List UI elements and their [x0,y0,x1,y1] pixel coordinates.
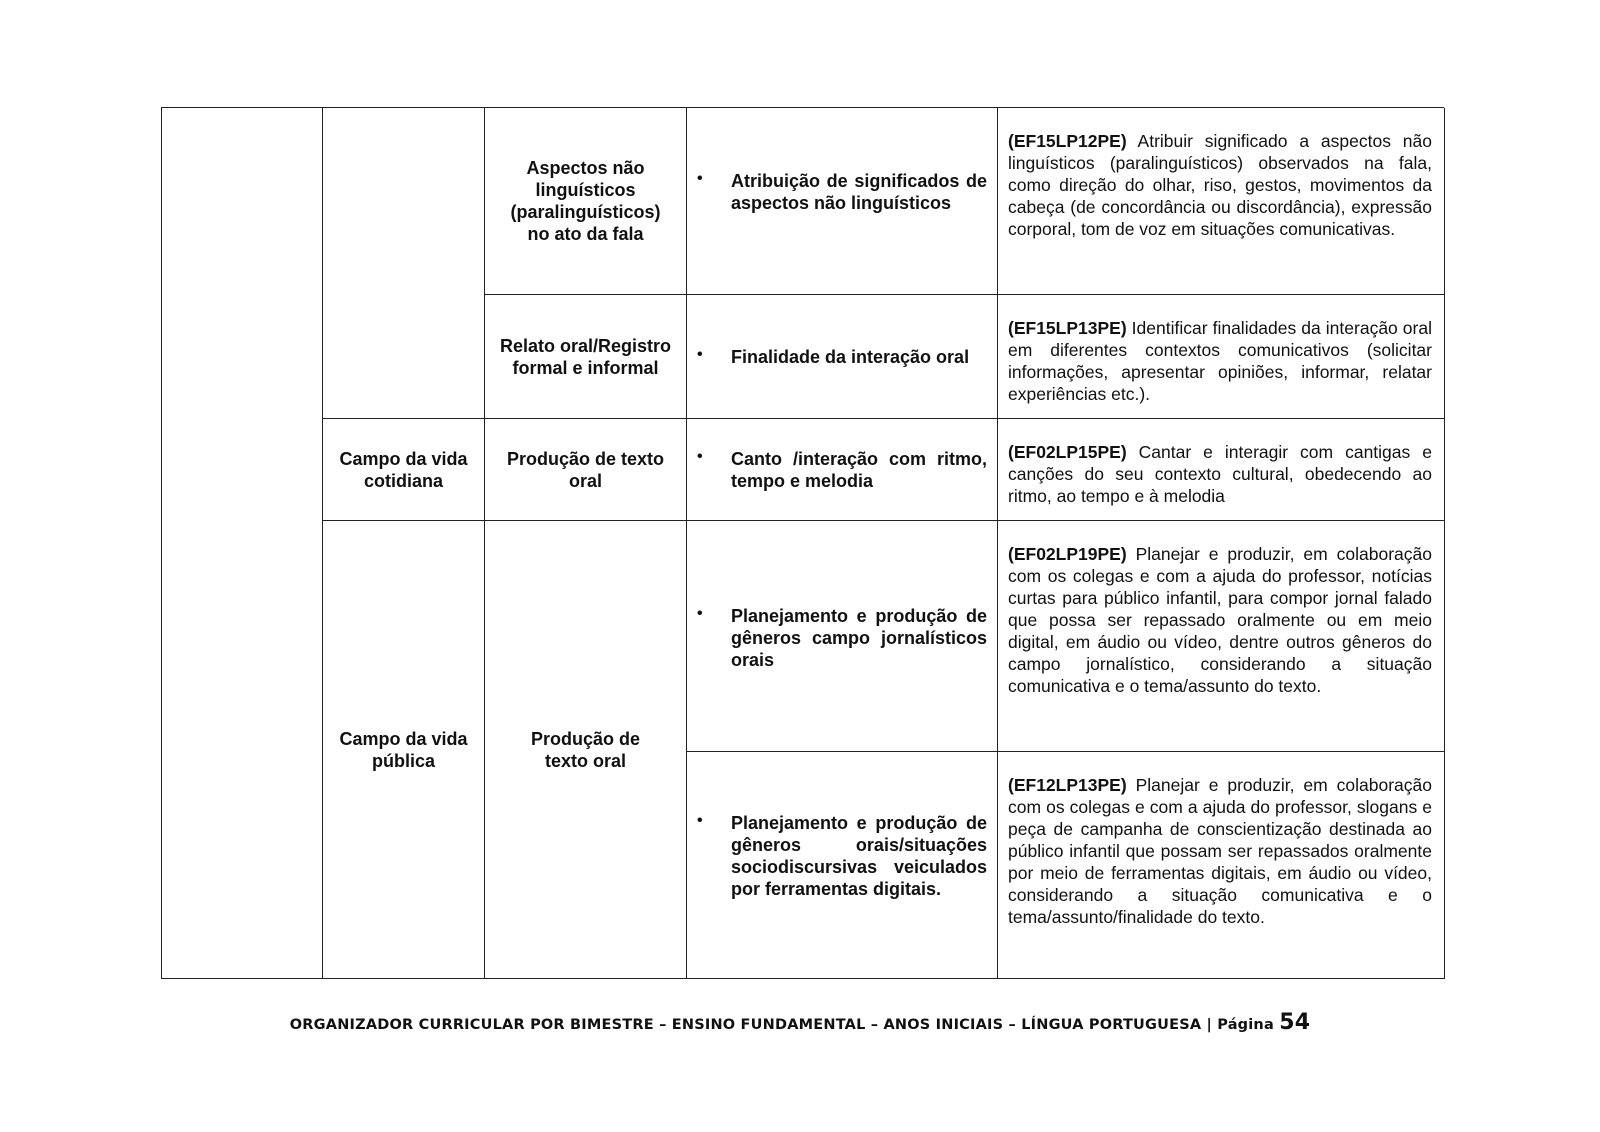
habilidade-code: (EF15LP12PE) [1008,131,1127,151]
conteudo-text: Atribuição de significados de aspectos não linguísticos [731,171,987,213]
habilidade-text: Identificar finalidades da interação oral em diferentes contextos comunicativos (solicitar informações, apresentar opiniões, informar, relatar experiências etc.). [1008,318,1432,404]
habilidade-text: Cantar e interagir com cantigas e canções do seu contexto cultural, obedecendo ao ritmo, ao tempo e à melodia [1008,442,1432,506]
bimestre-cell [162,108,323,979]
habilidade-cell [998,752,1445,979]
habilidade-code: (EF02LP15PE) [1008,442,1127,462]
conteudo-cell [687,521,998,752]
habilidade-text: Planejar e produzir, em colaboração com os colegas e com a ajuda do professor, notícias curtas para público infantil, para compor jornal falado que possa ser repassado oralmente ou em meio digital, em áudio ou vídeo, dentre outros gêneros do campo jornalístico, considerando a situação comunicativa e o tema/assunto do texto. [1008,544,1432,696]
habilidade-cell [998,521,1445,752]
objeto-cell [485,295,687,419]
bullet-icon: • [697,447,703,465]
bullet-icon: • [697,170,703,187]
conteudo-text: Planejamento e produção de gêneros campo jornalísticos orais [731,606,987,670]
habilidade-code: (EF15LP13PE) [1008,318,1127,338]
campo-cell-empty [323,108,485,419]
objeto-label: Produção de texto oral [506,448,665,491]
conteudo-text: Canto /interação com ritmo, tempo e melodia [731,448,987,491]
objeto-cell [485,419,687,521]
habilidade-code: (EF12LP13PE) [1008,775,1127,795]
objeto-label: Produção de texto oral [530,728,641,771]
objeto-cell [485,521,687,979]
objeto-label: Relato oral/Registro formal e informal [499,335,672,378]
page-number: 54 [1279,1010,1311,1035]
habilidade-code: (EF02LP19PE) [1008,544,1127,564]
campo-label: Campo da vida cotidiana [339,448,468,491]
conteudo-cell [687,419,998,521]
bullet-icon: • [697,345,703,363]
conteudo-cell [687,108,998,295]
campo-cell-publica [323,521,485,979]
habilidade-text: Planejar e produzir, em colaboração com os colegas e com a ajuda do professor, slogans e peça de campanha de conscientização destinada ao público infantil que possam ser repassados oralmente por meio de ferramentas digitais, em áudio ou vídeo, considerando a situação comunicativa e o tema/assunto/finalidade do texto. [1008,775,1432,927]
curriculum-table [161,107,1444,979]
conteudo-cell [687,752,998,979]
objeto-label: Aspectos não linguísticos (paralinguísticos) no ato da fala [510,158,661,244]
conteudo-cell [687,295,998,419]
habilidade-cell [998,419,1445,521]
conteudo-text: Planejamento e produção de gêneros orais/situações sociodiscursivas veiculados por ferramentas digitais. [731,813,987,899]
habilidade-text: Atribuir significado a aspectos não linguísticos (paralinguísticos) observados na fala, como direção do olhar, riso, gestos, movimentos da cabeça (de concordância ou discordância), expressão corporal, tom de voz em situações comunicativas. [1008,131,1432,239]
bullet-icon: • [697,605,703,622]
bullet-icon: • [697,812,703,829]
campo-cell-cotidiana [323,419,485,521]
page-footer [0,1010,1600,1035]
conteudo-text: Finalidade da interação oral [731,346,970,367]
footer-text: ORGANIZADOR CURRICULAR POR BIMESTRE – ENSINO FUNDAMENTAL – ANOS INICIAIS – LÍNGUA PORTUGUESA | Página [289,1017,1280,1033]
habilidade-cell [998,295,1445,419]
objeto-cell [485,108,687,295]
habilidade-cell [998,108,1445,295]
campo-label: Campo da vida pública [339,728,468,771]
